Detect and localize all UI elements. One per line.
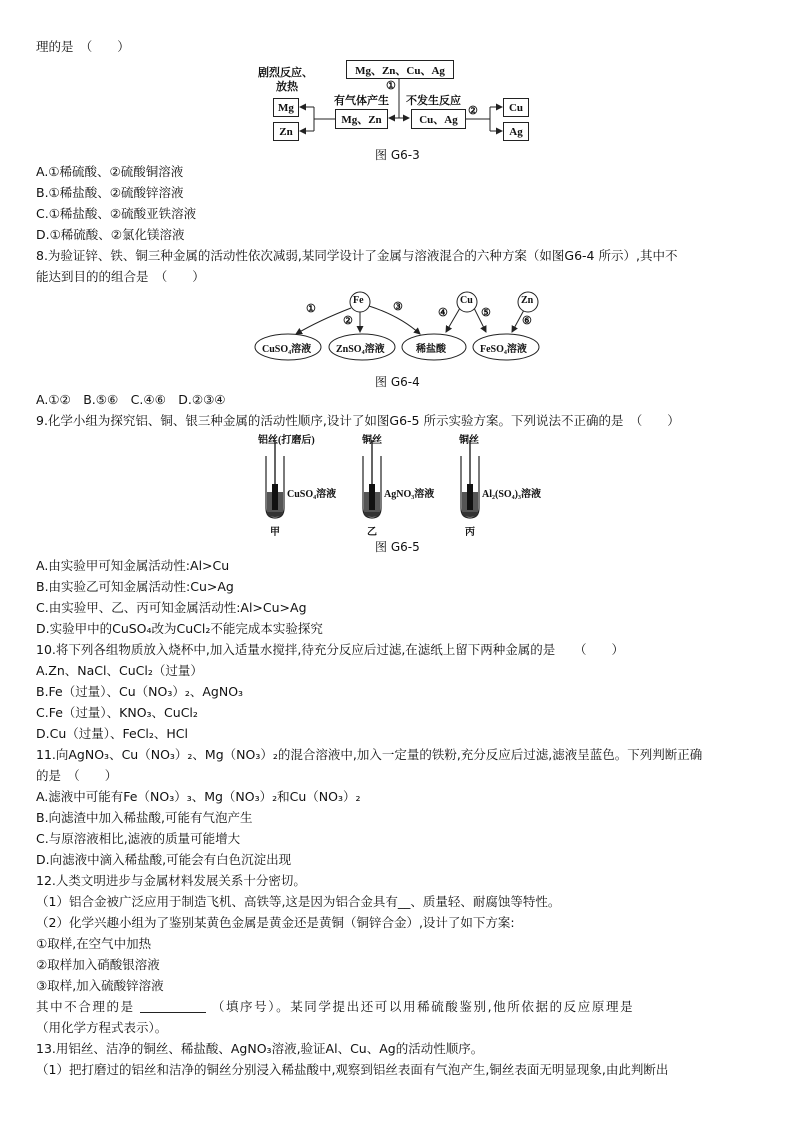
g6-4-feso4-label: FeSO₄溶液 bbox=[480, 344, 527, 355]
q12-part4: （用化学方程式表示）。 bbox=[36, 1020, 168, 1035]
g6-5-tube3-name: 丙 bbox=[465, 527, 475, 538]
q10-option-d: D.Cu（过量）、FeCl₂、HCl bbox=[36, 726, 189, 741]
g6-5-tube1-solution: CuSO₄溶液 bbox=[287, 489, 337, 500]
g6-3-ag-box: Ag bbox=[503, 122, 529, 141]
g6-3-cu-box: Cu bbox=[503, 98, 529, 117]
q11-option-a: A.滤液中可能有Fe（NO₃）₃、Mg（NO₃）₂和Cu（NO₃）₂ bbox=[36, 789, 361, 804]
g6-3-marker-1: ① bbox=[386, 80, 396, 92]
q12-part1: （1）铝合金被广泛应用于制造飞机、高铁等,这是因为铝合金具有__、质量轻、耐腐蚀等特性。 bbox=[36, 894, 561, 909]
g6-5-tube3-solution: Al₂(SO₄)₃溶液 bbox=[482, 489, 541, 500]
g6-3-mg-box: Mg bbox=[273, 98, 299, 117]
q11-stem-line2: 的是 （ ） bbox=[36, 768, 118, 783]
g6-4-fe-label: Fe bbox=[353, 295, 364, 306]
q9-option-b: B.由实验乙可知金属活动性:Cu>Ag bbox=[36, 579, 234, 594]
q12-stem: 12.人类文明进步与金属材料发展关系十分密切。 bbox=[36, 873, 306, 888]
q9-stem: 9.化学小组为探究铝、铜、银三种金属的活动性顺序,设计了如图G6-5 所示实验方案。下列说法不正确的是 （ ） bbox=[36, 413, 680, 428]
q8-stem-line1: 8.为验证锌、铁、铜三种金属的活动性依次减弱,某同学设计了金属与溶液混合的六种方案（如图G6-4 所示）,其中不 bbox=[36, 248, 678, 263]
q12-plan-2: ②取样加入硝酸银溶液 bbox=[36, 957, 160, 972]
q13-part1: （1）把打磨过的铝丝和洁净的铜丝分别浸入稀盐酸中,观察到铝丝表面有气泡产生,铜丝表面无明显现象,由此判断出 bbox=[36, 1062, 669, 1077]
g6-5-tube1-top: 铝丝(打磨后) bbox=[258, 435, 315, 446]
g6-4-marker-6: ⑥ bbox=[522, 315, 532, 327]
q9-option-d: D.实验甲中的CuSO₄改为CuCl₂不能完成本实验探究 bbox=[36, 621, 323, 636]
g6-3-mg-zn-box: Mg、Zn bbox=[335, 109, 388, 129]
g6-4-marker-2: ② bbox=[343, 315, 353, 327]
q13-stem: 13.用铝丝、洁净的铜丝、稀盐酸、AgNO₃溶液,验证Al、Cu、Ag的活动性顺序。 bbox=[36, 1041, 484, 1056]
q12-plan-1: ①取样,在空气中加热 bbox=[36, 936, 152, 951]
q12-answer-blank[interactable] bbox=[140, 1000, 206, 1013]
q7-option-d: D.①稀硫酸、②氯化镁溶液 bbox=[36, 227, 185, 242]
g6-3-label-gas: 有气体产生 bbox=[334, 95, 389, 107]
q10-option-a: A.Zn、NaCl、CuCl₂（过量） bbox=[36, 663, 203, 678]
q8-stem-line2: 能达到目的的组合是 （ ） bbox=[36, 269, 205, 284]
q9-option-a: A.由实验甲可知金属活动性:Al>Cu bbox=[36, 558, 230, 573]
g6-3-label-violent-1: 剧烈反应、 bbox=[258, 67, 313, 79]
q7-option-b: B.①稀盐酸、②硫酸锌溶液 bbox=[36, 185, 184, 200]
g6-4-marker-5: ⑤ bbox=[481, 307, 491, 319]
g6-4-zn-label: Zn bbox=[521, 295, 534, 306]
g6-3-top-box: Mg、Zn、Cu、Ag bbox=[346, 60, 454, 79]
g6-3-zn-box: Zn bbox=[273, 122, 299, 141]
q7-option-a: A.①稀硫酸、②硫酸铜溶液 bbox=[36, 164, 184, 179]
g6-4-cuso4-label: CuSO₄溶液 bbox=[262, 344, 312, 355]
g6-4-cu-label: Cu bbox=[460, 295, 473, 306]
g6-4-marker-1: ① bbox=[306, 303, 316, 315]
g6-4-marker-3: ③ bbox=[393, 301, 403, 313]
q12-part3-after: （填序号）。某同学提出还可以用稀硫酸鉴别,他所依据的反应原理是 bbox=[211, 999, 635, 1014]
q11-option-d: D.向滤液中滴入稀盐酸,可能会有白色沉淀出现 bbox=[36, 852, 292, 867]
q12-plan-3: ③取样,加入硫酸锌溶液 bbox=[36, 978, 164, 993]
g6-4-znso4-label: ZnSO₄溶液 bbox=[336, 344, 385, 355]
g6-5-tube1-name: 甲 bbox=[270, 527, 280, 538]
q10-option-c: C.Fe（过量）、KNO₃、CuCl₂ bbox=[36, 705, 198, 720]
q9-option-c: C.由实验甲、乙、丙可知金属活动性:Al>Cu>Ag bbox=[36, 600, 307, 615]
q10-stem: 10.将下列各组物质放入烧杯中,加入适量水搅拌,待充分反应后过滤,在滤纸上留下两种金属的是 （ ） bbox=[36, 642, 625, 657]
q7-option-c: C.①稀盐酸、②硫酸亚铁溶液 bbox=[36, 206, 197, 221]
q11-option-b: B.向滤渣中加入稀盐酸,可能有气泡产生 bbox=[36, 810, 253, 825]
g6-3-label-violent-2: 放热 bbox=[276, 81, 298, 93]
g6-3-arrows bbox=[0, 0, 794, 160]
g6-5-tube2-name: 乙 bbox=[367, 527, 377, 538]
q12-part2: （2）化学兴趣小组为了鉴别某黄色金属是黄金还是黄铜（铜锌合金）,设计了如下方案: bbox=[36, 915, 515, 930]
g6-5-caption: 图 G6-5 bbox=[375, 540, 420, 554]
g6-4-marker-4: ④ bbox=[438, 307, 448, 319]
q11-stem-line1: 11.向AgNO₃、Cu（NO₃）₂、Mg（NO₃）₂的混合溶液中,加入一定量的铁粉,充分反应后过滤,滤液呈蓝色。下列判断正确 bbox=[36, 747, 703, 762]
g6-3-caption: 图 G6-3 bbox=[375, 148, 420, 162]
q11-option-c: C.与原溶液相比,滤液的质量可能增大 bbox=[36, 831, 241, 846]
g6-5-tube3-top: 铜丝 bbox=[459, 435, 479, 446]
q7-stem: 理的是 （ ） bbox=[36, 39, 130, 54]
g6-5-tube2-top: 铜丝 bbox=[362, 435, 382, 446]
q8-options: A.①② B.⑤⑥ C.④⑥ D.②③④ bbox=[36, 392, 226, 407]
g6-4-hcl-label: 稀盐酸 bbox=[416, 344, 446, 355]
g6-4-caption: 图 G6-4 bbox=[375, 375, 420, 389]
g6-5-tube2-solution: AgNO₃溶液 bbox=[384, 489, 435, 500]
g6-3-marker-2: ② bbox=[468, 105, 478, 117]
g6-3-label-noreact: 不发生反应 bbox=[406, 95, 461, 107]
g6-3-cu-ag-box: Cu、Ag bbox=[411, 109, 466, 129]
q12-part3-before: 其中不合理的是 bbox=[36, 999, 135, 1014]
q10-option-b: B.Fe（过量）、Cu（NO₃）₂、AgNO₃ bbox=[36, 684, 244, 699]
q12-part3 bbox=[36, 998, 634, 1016]
